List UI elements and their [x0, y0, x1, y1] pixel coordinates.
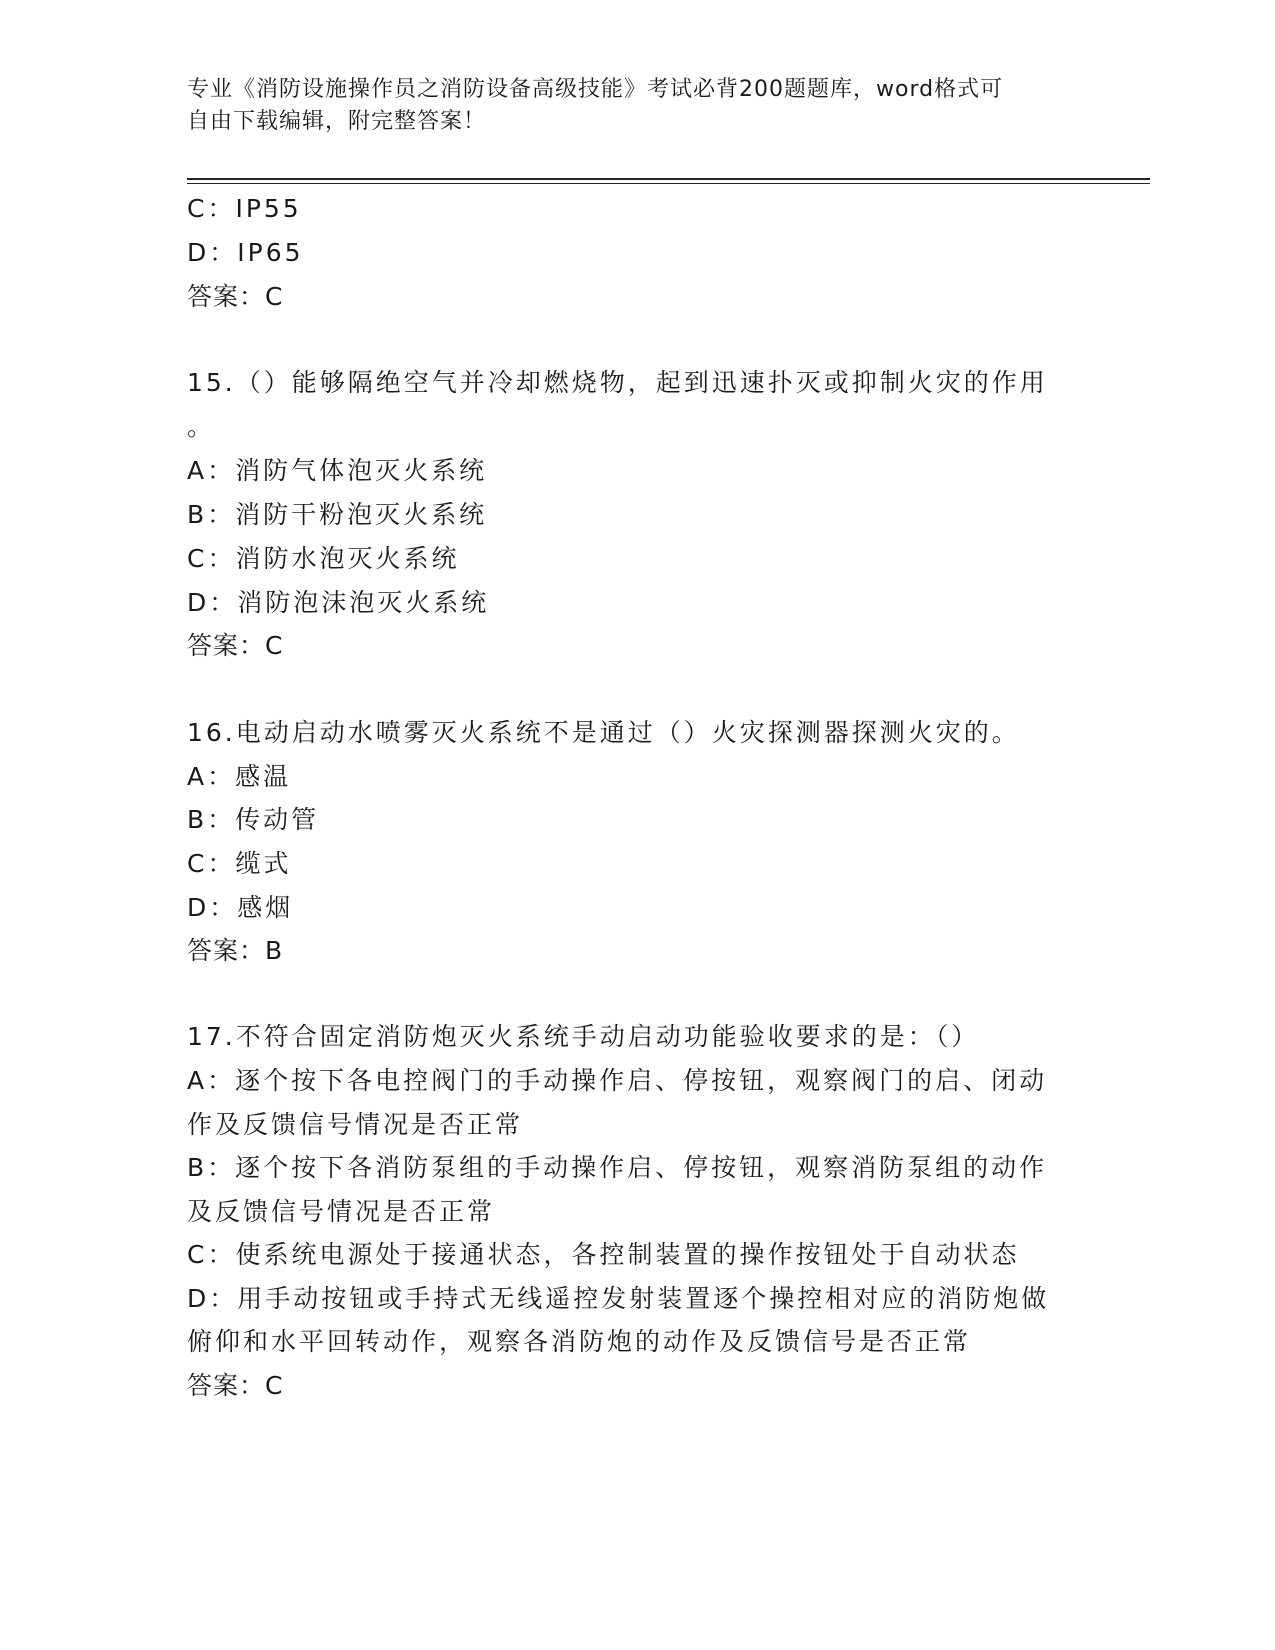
q17-option-a-line-2: 作及反馈信号情况是否正常	[187, 1110, 524, 1139]
q16-option-b: B：传动管	[187, 805, 320, 834]
document-header	[187, 74, 1067, 138]
q14-option-d: D：IP65	[187, 238, 304, 267]
header-divider-thin	[187, 183, 1150, 184]
q16-option-a: A：感温	[187, 762, 292, 791]
q17-option-a-line-1: A：逐个按下各电控阀门的手动操作启、停按钮，观察阀门的启、闭动	[187, 1066, 1048, 1095]
q15-answer: 答案：C	[187, 631, 284, 660]
q15-option-a: A：消防气体泡灭火系统	[187, 456, 488, 485]
q15-stem-line-1: 15.（）能够隔绝空气并冷却燃烧物，起到迅速扑灭或抑制火灾的作用	[187, 368, 1048, 397]
q17-option-c: C：使系统电源处于接通状态，各控制装置的操作按钮处于自动状态	[187, 1240, 1020, 1269]
q16-option-d: D：感烟	[187, 893, 294, 922]
q15-option-b: B：消防干粉泡灭火系统	[187, 500, 488, 529]
q16-stem: 16.电动启动水喷雾灭火系统不是通过（）火灾探测器探测火灾的。	[187, 718, 1020, 747]
q15-stem-line-2: 。	[187, 412, 216, 441]
q14-option-c: C：IP55	[187, 194, 302, 223]
header-line-2: 自由下载编辑，附完整答案！	[187, 109, 487, 134]
q17-option-b-line-2: 及反馈信号情况是否正常	[187, 1197, 496, 1226]
q16-answer: 答案：B	[187, 936, 284, 965]
q16-option-c: C：缆式	[187, 849, 292, 878]
q17-option-d-line-2: 俯仰和水平回转动作，观察各消防炮的动作及反馈信号是否正常	[187, 1327, 972, 1356]
q15-option-c: C：消防水泡灭火系统	[187, 544, 460, 573]
q15-option-d: D：消防泡沫泡灭火系统	[187, 588, 490, 617]
header-line-1: 专业《消防设施操作员之消防设备高级技能》考试必背200题题库，word格式可	[187, 77, 1004, 102]
q17-option-b-line-1: B：逐个按下各消防泵组的手动操作启、停按钮，观察消防泵组的动作	[187, 1153, 1048, 1182]
q17-answer: 答案：C	[187, 1371, 284, 1400]
q17-option-d-line-1: D：用手动按钮或手持式无线遥控发射装置逐个操控相对应的消防炮做	[187, 1284, 1050, 1313]
header-divider-thick	[187, 178, 1150, 180]
q17-stem: 17.不符合固定消防炮灭火系统手动启动功能验收要求的是：（）	[187, 1022, 980, 1051]
q14-answer: 答案：C	[187, 282, 284, 311]
